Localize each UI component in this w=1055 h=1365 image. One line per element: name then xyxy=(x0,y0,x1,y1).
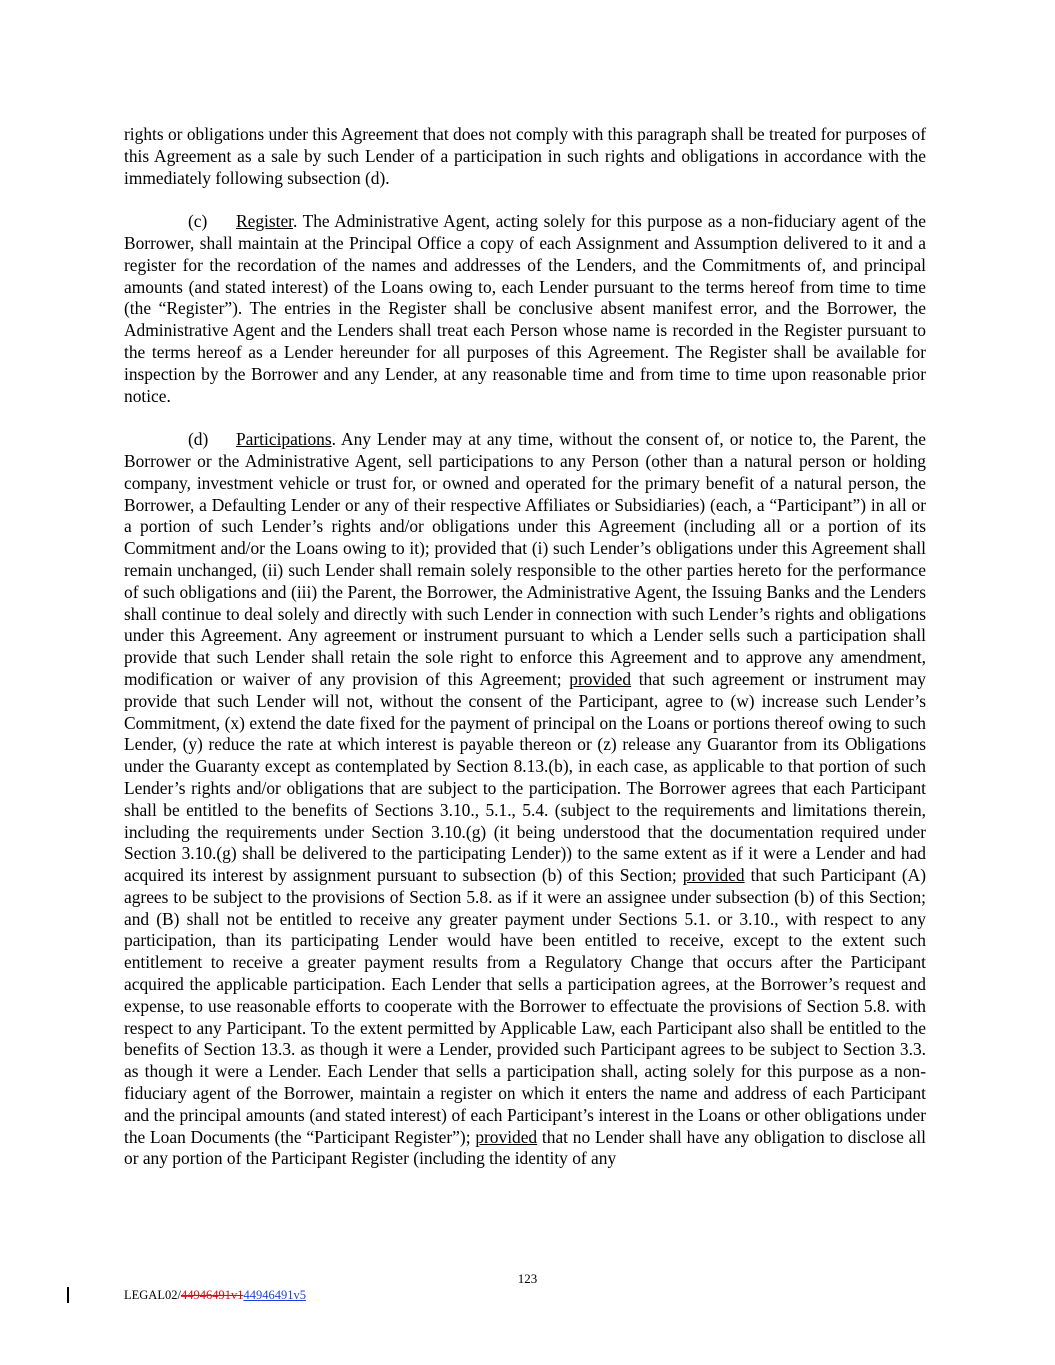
document-footer-id xyxy=(124,1288,306,1303)
section-c-heading: Register xyxy=(236,211,293,232)
document-body xyxy=(124,124,926,1170)
revision-change-bar xyxy=(67,1287,69,1303)
paragraph-continuation: rights or obligations under this Agreement that does not comply with this paragraph shall be treated for purposes of this Agreement as a sale by such Lender of a participation in such rights and obligations in accordance with the immediately following subsection (d). xyxy=(124,124,926,188)
section-c-register xyxy=(124,211,926,407)
provided-term-1: provided xyxy=(569,668,632,689)
footer-prefix: LEGAL02/ xyxy=(124,1288,181,1302)
section-d-text-1: . Any Lender may at any time, without the consent of, or notice to, the Parent, the Borrower or the Administrative Agent, sell participations to any Person (other than a natural person or holding company, investment vehicle or trust for, or owned and operated for the primary benefit of a natural person, the Borrower, a Defaulting Lender or any of their respective Affiliates or Subsidiaries) (each, a “Participant”) in all or a portion of such Lender’s rights and/or obligations under this Agreement (including all or a portion of its Commitment and/or the Loans owing to it); provided that (i) such Lender’s obligations under this Agreement shall remain unchanged, (ii) such Lender shall remain solely responsible to the other parties hereto for the performance of such obligations and (iii) the Parent, the Borrower, the Administrative Agent, the Issuing Banks and the Lenders shall continue to deal solely and directly with such Lender in connection with such Lender’s rights and obligations under this Agreement. Any agreement or instrument pursuant to which a Lender sells such a participation shall provide that such Lender shall retain the sole right to enforce this Agreement and to approve any amendment, modification or waiver of any provision of this Agreement; xyxy=(124,429,926,689)
section-d-text-3: that such Participant (A) agrees to be subject to the provisions of Section 5.8. as if it were an assignee under subsection (b) of this Section; and (B) shall not be entitled to receive any greater payment under Sections 5.1. or 3.10., with respect to any participation, than its participating Lender would have been entitled to receive, except to the extent such entitlement to receive a greater payment results from a Regulatory Change that occurs after the Participant acquired the applicable participation. Each Lender that sells a participation agrees, at the Borrower’s request and expense, to use reasonable efforts to cooperate with the Borrower to effectuate the provisions of Section 5.8. with respect to any Participant. To the extent permitted by Applicable Law, each Participant also shall be entitled to the benefits of Section 13.3. as though it were a Lender, provided such Participant agrees to be subject to Section 3.3. as though it were a Lender. Each Lender that sells a participation shall, acting solely for this purpose as a non-fiduciary agent of the Borrower, maintain a register on which it enters the name and address of each Participant and the principal amounts (and stated interest) of each Participant’s interest in the Loans or other obligations under the Loan Documents (the “Participant Register”); xyxy=(124,865,926,1147)
provided-term-2: provided xyxy=(682,865,745,886)
section-d-participations xyxy=(124,429,926,1170)
section-c-text: . The Administrative Agent, acting solely for this purpose as a non-fiduciary agent of the Borrower, shall maintain at the Principal Office a copy of each Assignment and Assumption delivered to it and a register for the recordation of the names and addresses of the Lenders, and the Commitments of, and principal amounts (and stated interest) of the Loans owing to, each Lender pursuant to the terms hereof from time to time (the “Register”). The entries in the Register shall be conclusive absent manifest error, and the Borrower, the Administrative Agent and the Lenders shall treat each Person whose name is recorded in the Register pursuant to the terms hereof as a Lender hereunder for all purposes of this Agreement. The Register shall be available for inspection by the Borrower and any Lender, at any reasonable time and from time to time upon reasonable prior notice. xyxy=(124,211,926,406)
footer-deleted-id: 44946491v1 xyxy=(180,1288,244,1302)
provided-term-3: provided xyxy=(475,1126,538,1147)
page-number: 123 xyxy=(517,1271,538,1286)
footer-inserted-id: 44946491v5 xyxy=(243,1288,306,1302)
section-d-text-4: that no Lender shall have any obligation to disclose all or any portion of the Participant Register (including the identity of any xyxy=(124,1126,926,1169)
section-c-label: (c) xyxy=(188,211,208,232)
section-d-text-2: that such agreement or instrument may provide that such Lender will not, without the consent of the Participant, agree to (w) increase such Lender’s Commitment, (x) extend the date fixed for the payment of principal on the Loans or portions thereof owing to such Lender, (y) reduce the rate at which interest is payable thereon or (z) release any Guarantor from its Obligations under the Guaranty except as contemplated by Section 8.13.(b), in each case, as applicable to that portion of such Lender’s rights and/or obligations that are subject to the participation. The Borrower agrees that each Participant shall be entitled to the benefits of Sections 3.10., 5.1., 5.4. (subject to the requirements and limitations therein, including the requirements under Section 3.10.(g) (it being understood that the documentation required under Section 3.10.(g) shall be delivered to the participating Lender)) to the same extent as if it were a Lender and had acquired its interest by assignment pursuant to subsection (b) of this Section; xyxy=(124,668,926,886)
section-d-label: (d) xyxy=(188,429,209,450)
section-d-heading: Participations xyxy=(236,429,332,450)
